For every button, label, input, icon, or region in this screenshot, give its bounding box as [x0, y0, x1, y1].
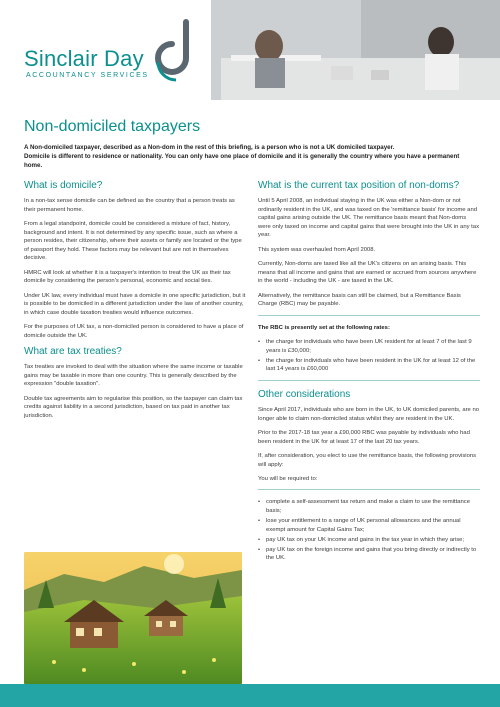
page-header [0, 0, 500, 100]
paragraph: Since April 2017, individuals who are born in the UK, to UK domiciled parents, are no longer able to claim non-domiciled status whilst they are resident in the UK. [258, 406, 480, 422]
paragraph: Prior to the 2017-18 tax year a £90,000 RBC was payable by individuals who had been resident in the UK for at least 17 of the last 20 tax years. [258, 429, 470, 445]
paragraph: In a non-tax sense domicile can be defined as the country that a person treats as their permanent home. [24, 198, 235, 213]
section-heading-position: What is the current tax position of non-doms? [258, 180, 460, 191]
list-item: • the charge for individuals who have been UK resident for at least 7 of the last 9 years is £30,000; [258, 338, 480, 355]
paragraph: Double tax agreements aim to regularise this position, so the taxpayer can claim tax credits against liability in a second jurisdiction, based on tax paid in another tax jurisdiction. [24, 395, 243, 420]
brand-name: Sinclair Day [24, 46, 144, 71]
rbc-rates-label: The RBC is presently set at the following rates: [258, 324, 390, 331]
intro-line: A Non-domiciled taxpayer, described as a Non-dom in the rest of this briefing, is a person who is not a UK domiciled taxpayer. [24, 144, 395, 151]
list-item: • complete a self-assessment tax return and make a claim to use the remittance basis; [258, 498, 480, 515]
intro-line: Domicile is different to residence or nationality. You can only have one place of domicile and it is generally the country where you have a permanent home. [24, 153, 460, 170]
paragraph: If, after consideration, you elect to use the remittance basis, the following provisions will apply: [258, 452, 477, 468]
brand-subtitle: ACCOUNTANCY SERVICES [26, 72, 149, 79]
divider [258, 489, 480, 490]
paragraph: For the purposes of UK tax, a non-domiciled person is considered to have a place of domicile outside the UK. [24, 324, 244, 339]
paragraph: Currently, Non-doms are taxed like all the UK's citizens on an arising basis. This means that all income and gains that are earned or accrued from sources anywhere in the world - including the UK - are taxed in the UK. [258, 261, 477, 285]
paragraph: Until 5 April 2008, an individual staying in the UK was either a Non-dom or not ordinarily resident in the UK, and was taxed on the 'remittance basis' for income and capital gains arising outside the UK. The remittance basis meant that Non-doms were only taxed on income and capital gains that were brought into the UK in any tax year. [258, 198, 480, 239]
requirements-list [258, 498, 480, 563]
paragraph: Alternatively, the remittance basis can still be claimed, but a Remittance Basis Charge (RBC) may be payable. [258, 292, 461, 308]
intro-text [24, 143, 479, 171]
paragraph: Tax treaties are invoked to deal with the situation where the same income or taxable gains may be taxable in more than one country. This is generally described by the expression "double taxation". [24, 364, 243, 388]
list-item: • pay UK tax on your UK income and gains in the tax year in which they arise; [258, 536, 480, 545]
paragraph: Under UK law, every individual must have a domicile in one specific jurisdiction, but it is possible to be domiciled in a different jurisdiction under the law of another country, in which case double taxation treaties would influence outcomes. [24, 292, 246, 316]
divider [258, 380, 480, 381]
brand-logo-icon [150, 18, 200, 90]
paragraph: From a legal standpoint, domicile could be considered a mixture of fact, history, background and intent. It is not determined by any specific issue, such as where a person resides, their citizenship, where their assets or family are located or the type of passport they hold. These factors may be relevant but are not in themselves decisive. [24, 220, 242, 262]
alpine-house-image [24, 552, 242, 684]
paragraph: This system was overhauled from April 2008. [258, 246, 376, 253]
divider [258, 315, 480, 316]
section-heading-domicile: What is domicile? [24, 180, 103, 191]
list-item: • the charge for individuals who have been resident in the UK for at least 12 of the last 14 years is £60,000 [258, 357, 480, 374]
left-column [24, 180, 246, 426]
paragraph: HMRC will look at whether it is a taxpayer's intention to treat the UK as their tax domicile by considering the person's personal, economic and social ties. [24, 269, 231, 285]
section-heading-treaties: What are tax treaties? [24, 346, 122, 358]
list-item: • pay UK tax on the foreign income and gains that you bring directly or indirectly to the UK. [258, 546, 480, 563]
page-title: Non-domiciled taxpayers [24, 118, 201, 135]
rbc-rates-list [258, 338, 480, 374]
footer-bar [0, 684, 500, 707]
paragraph: You will be required to: [258, 475, 318, 482]
section-heading-other: Other considerations [258, 388, 351, 400]
right-column [258, 180, 480, 569]
list-item: • lose your entitlement to a range of UK personal allowances and the annual exempt amount for Capital Gains Tax; [258, 517, 480, 534]
header-photo [211, 0, 500, 100]
